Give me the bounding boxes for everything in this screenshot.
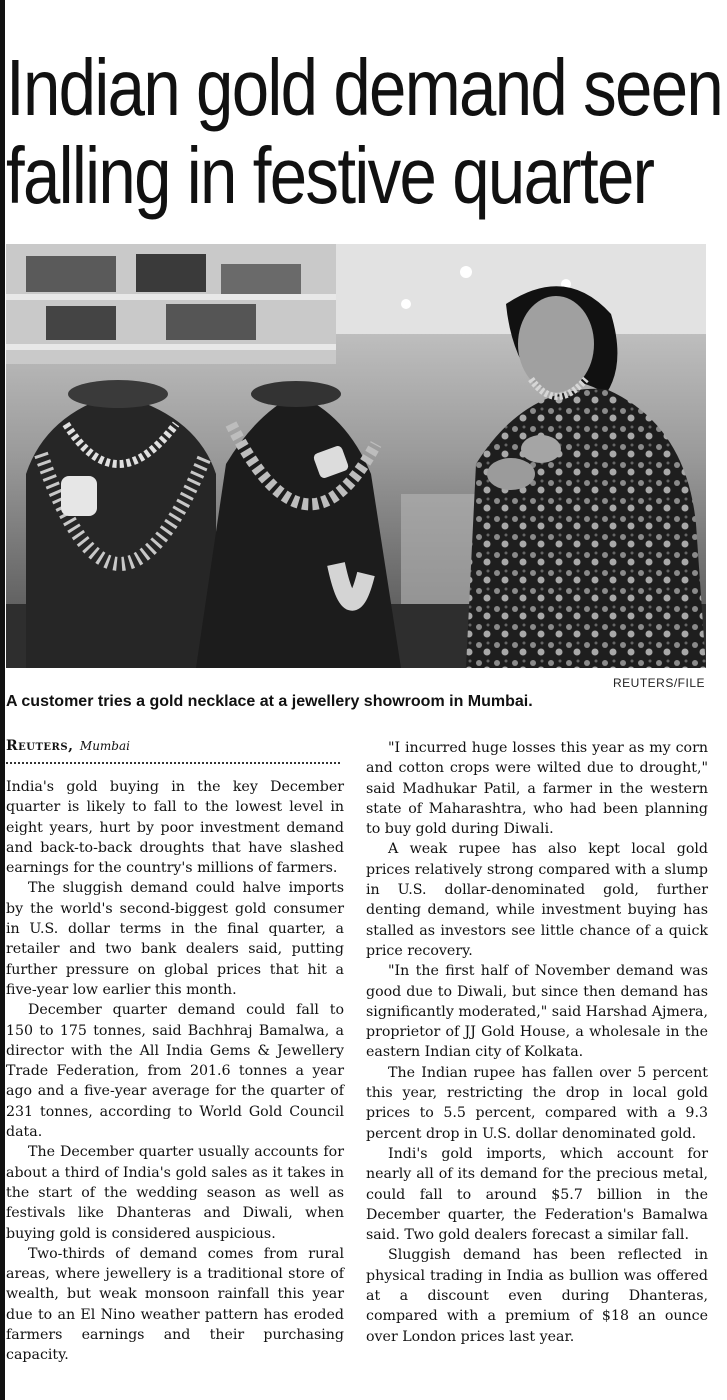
photo-caption: A customer tries a gold necklace at a jewellery showroom in Mumbai. bbox=[6, 693, 533, 710]
article-paragraph: The December quarter usually accounts for about a third of India's gold sales as it takes in the start of the wedding season as well as festivals like Dhanteras and Diwali, when buying gold is considered auspicious. bbox=[6, 1144, 344, 1242]
article-paragraph: A weak rupee has also kept local gold prices relatively strong compared with a slump in U.S. dollar-denominated gold, further denting demand, while investment buying has stalled as investors see little chance of a quick price recovery. bbox=[366, 841, 708, 959]
byline bbox=[6, 738, 130, 754]
headline bbox=[6, 43, 723, 220]
headline-line-1: Indian gold demand seen bbox=[6, 43, 723, 132]
article-paragraph: "I incurred huge losses this year as my corn and cotton crops were wilted due to drought," said Madhukar Patil, a farmer in the western state of Maharashtra, who had been planning to buy gold during Diwali. bbox=[366, 740, 708, 838]
headline-line-2: falling in festive quarter bbox=[6, 131, 654, 220]
article-column-right bbox=[366, 738, 708, 1347]
byline-agency: Reuters, bbox=[6, 738, 74, 754]
news-photo bbox=[6, 244, 706, 668]
article-paragraph: December quarter demand could fall to 150 to 175 tonnes, said Bachhraj Bamalwa, a director with the All India Gems & Jewellery Trade Federation, from 201.6 tonnes a year ago and a five-year average for the quarter of 231 tonnes, according to World Gold Council data. bbox=[6, 1002, 344, 1141]
article-paragraph: The Indian rupee has fallen over 5 percent this year, restricting the drop in local gold prices to 5.5 percent, compared with a 9.3 percent drop in U.S. dollar denominated gold. bbox=[366, 1064, 708, 1142]
column-rule bbox=[0, 0, 5, 1400]
article-column-left bbox=[6, 777, 344, 1366]
article-paragraph: Indi's gold imports, which account for nearly all of its demand for the precious metal, could fall to around $5.7 billion in the December quarter, the Federation's Bamalwa said. Two gold dealers forecast a similar fall. bbox=[366, 1145, 708, 1244]
article-paragraph: "In the first half of November demand was good due to Diwali, but since then demand has significantly moderated," said Harshad Ajmera, proprietor of JJ Gold House, a wholesale in the eastern Indian city of Kolkata. bbox=[366, 963, 708, 1061]
article-paragraph: Two-thirds of demand comes from rural areas, where jewellery is a traditional store of wealth, but weak monsoon rainfall this year due to an El Nino weather pattern has eroded farmers earnings and their purchasing capacity. bbox=[6, 1245, 344, 1364]
article-paragraph: The sluggish demand could halve imports by the world's second-biggest gold consumer in U.S. dollar terms in the final quarter, a retailer and two bank dealers said, putting further pressure on global prices that hit a five-year low earlier this month. bbox=[6, 880, 344, 998]
article-paragraph: India's gold buying in the key December quarter is likely to fall to the lowest level in eight years, hurt by poor investment demand and back-to-back droughts that have slashed earnings for the country's millions of farmers. bbox=[6, 779, 344, 877]
dotted-divider bbox=[6, 762, 340, 764]
article-paragraph: Sluggish demand has been reflected in physical trading in India as bullion was offered at a discount even during Dhanteras, compared with a premium of $18 an ounce over London prices last year. bbox=[366, 1247, 708, 1345]
byline-place: Mumbai bbox=[79, 739, 130, 753]
photo-credit: REUTERS/FILE bbox=[612, 676, 705, 690]
